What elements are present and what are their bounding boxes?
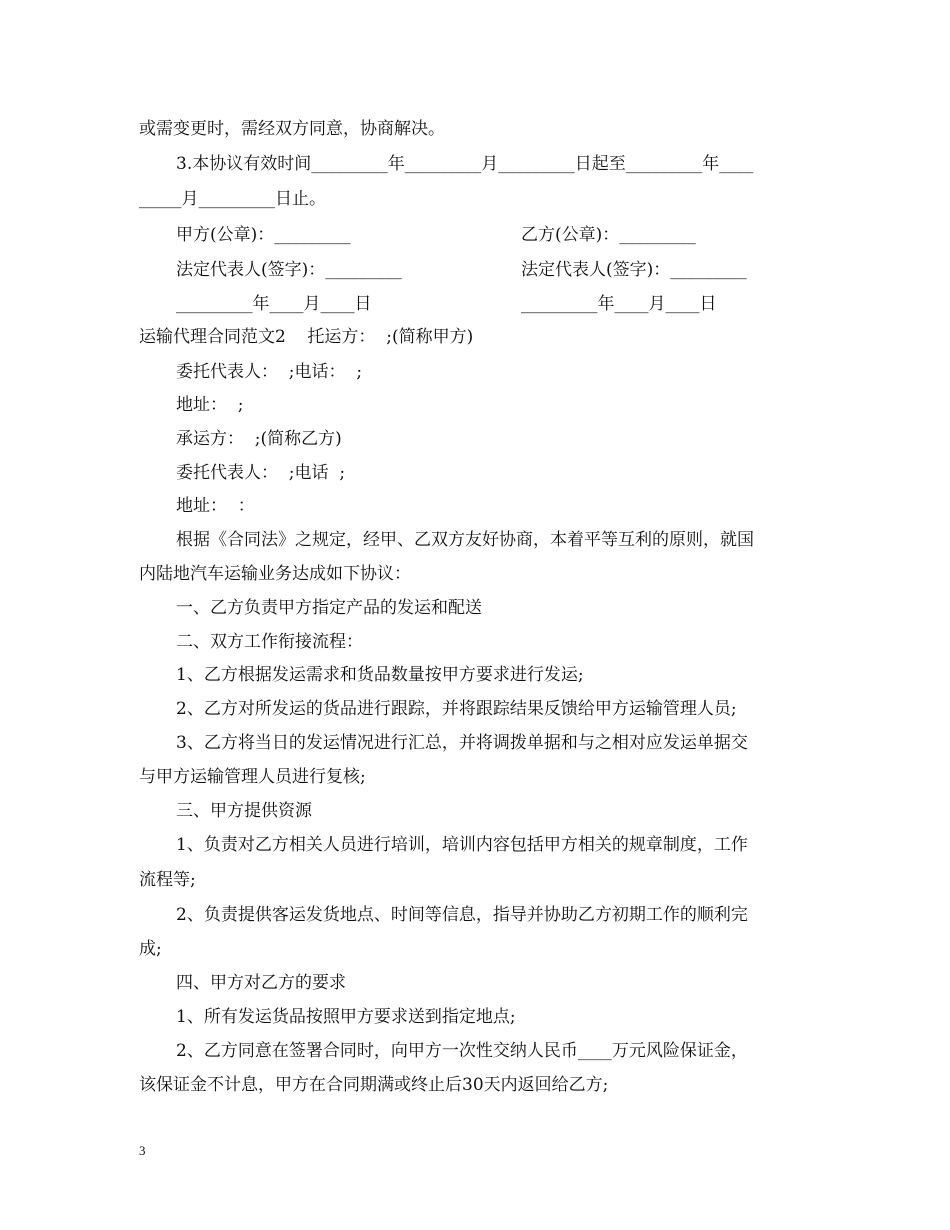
party-b-seal: 乙方(公章)：_________ — [521, 225, 696, 245]
text-line: 2、负责提供客运发货地点、时间等信息，指导并协助乙方初期工作的顺利完 — [176, 905, 748, 925]
section-title: 运输代理合同范文2 托运方： ;(简称甲方) — [139, 327, 474, 347]
page-number: 3 — [139, 1143, 146, 1158]
text-line: 承运方： ;(简称乙方) — [176, 429, 342, 449]
text-line: 二、双方工作衔接流程： — [176, 632, 363, 652]
party-b-representative: 法定代表人(签字)：_________ — [521, 260, 747, 280]
text-line: 一、乙方负责甲方指定产品的发运和配送 — [176, 598, 482, 618]
text-line: 流程等; — [139, 870, 196, 890]
text-line: 1、所有发运货品按照甲方要求送到指定地点; — [176, 1007, 516, 1027]
party-a-representative: 法定代表人(签字)：_________ — [176, 260, 402, 280]
text-line: 四、甲方对乙方的要求 — [176, 973, 346, 993]
text-line: 地址： ; — [176, 395, 244, 415]
text-line: 三、甲方提供资源 — [176, 801, 312, 821]
text-line: 委托代表人： ;电话 ; — [176, 463, 346, 483]
text-line: 1、负责对乙方相关人员进行培训，培训内容包括甲方相关的规章制度，工作 — [176, 835, 748, 855]
text-line: 与甲方运输管理人员进行复核; — [139, 767, 366, 787]
party-a-date: _________年____月____日 — [176, 294, 372, 314]
text-line: 2、乙方对所发运的货品进行跟踪，并将跟踪结果反馈给甲方运输管理人员; — [176, 699, 737, 719]
text-line: 1、乙方根据发运需求和货品数量按甲方要求进行发运; — [176, 665, 584, 685]
text-line: 成; — [139, 939, 162, 959]
text-line: 3.本协议有效时间_________年_________月_________日起至_________年____ — [176, 154, 754, 174]
text-line: 地址： ： — [176, 496, 255, 516]
text-line: 该保证金不计息，甲方在合同期满或终止后30天内返回给乙方; — [139, 1075, 609, 1095]
text-line: 根据《合同法》之规定，经甲、乙双方友好协商，本着平等互利的原则，就国 — [176, 530, 754, 550]
text-line: _____月_________日止。 — [139, 189, 326, 209]
text-line: 或需变更时，需经双方同意，协商解决。 — [139, 119, 445, 139]
party-a-seal: 甲方(公章)：_________ — [176, 225, 351, 245]
text-line: 委托代表人： ;电话： ; — [176, 362, 363, 382]
text-line: 内陆地汽车运输业务达成如下协议： — [139, 564, 411, 584]
text-line: 2、乙方同意在签署合同时，向甲方一次性交纳人民币____万元风险保证金， — [176, 1041, 748, 1061]
text-line: 3、乙方将当日的发运情况进行汇总，并将调拨单据和与之相对应发运单据交 — [176, 733, 748, 753]
party-b-date: _________年____月____日 — [521, 294, 717, 314]
